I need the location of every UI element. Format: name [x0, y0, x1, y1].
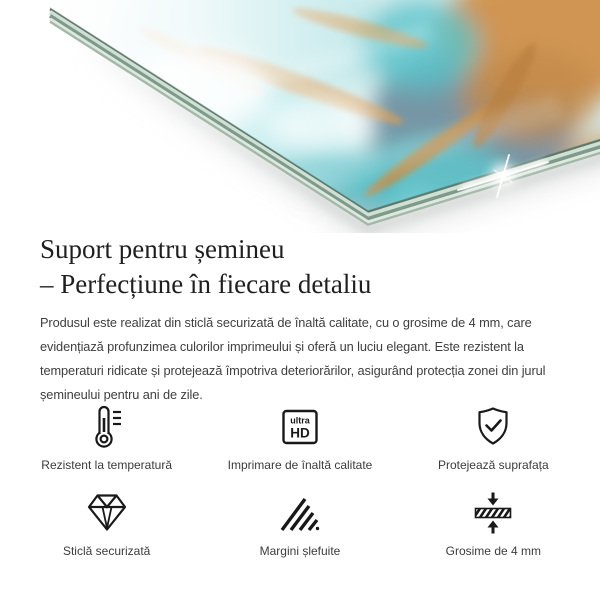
- feature-grid: [10, 404, 590, 558]
- product-hero-image: [0, 0, 600, 233]
- compressed-thickness-icon: [470, 490, 516, 536]
- feature-temperature-resistant: [10, 404, 203, 472]
- page-title: [40, 232, 371, 302]
- thermometer-icon: [84, 404, 130, 450]
- page-title-line2: – Perfecțiune în fiecare detaliu: [40, 269, 372, 299]
- polished-edges-icon: [277, 490, 323, 536]
- feature-label: Protejează suprafața: [437, 458, 549, 472]
- ultra-hd-icon-text-top: ultra: [290, 415, 310, 426]
- feature-label: Margini șlefuite: [259, 544, 341, 558]
- product-description: Produsul este realizat din sticlă securizată de înaltă calitate, cu o grosime de 4 mm, care evidențiază profunzimea culorilor imprimeului și oferă un luciu elegant. Este rezistent la temperaturi ridicate și protejează împotriva deteriorărilor, asigurând protecția zonei din jurul șemineului pentru ani de zile.: [40, 315, 546, 402]
- glass-panel-illustration: [0, 0, 600, 233]
- feature-label: Rezistent la temperatură: [41, 458, 173, 472]
- feature-label: Imprimare de înaltă calitate: [227, 458, 373, 472]
- feature-ultra-hd-print: [203, 404, 396, 472]
- ultra-hd-icon-text-bottom: HD: [290, 425, 310, 441]
- feature-tempered-glass: [10, 490, 203, 558]
- feature-label: Sticlă securizată: [62, 544, 151, 558]
- feature-polished-edges: [203, 490, 396, 558]
- diamond-icon: [84, 490, 130, 536]
- shield-check-icon: [470, 404, 516, 450]
- feature-surface-protection: [397, 404, 590, 472]
- feature-label: Grosime de 4 mm: [445, 544, 541, 558]
- feature-thickness-4mm: [397, 490, 590, 558]
- ultra-hd-icon: [277, 404, 323, 450]
- page-title-line1: Suport pentru șemineu: [40, 234, 285, 264]
